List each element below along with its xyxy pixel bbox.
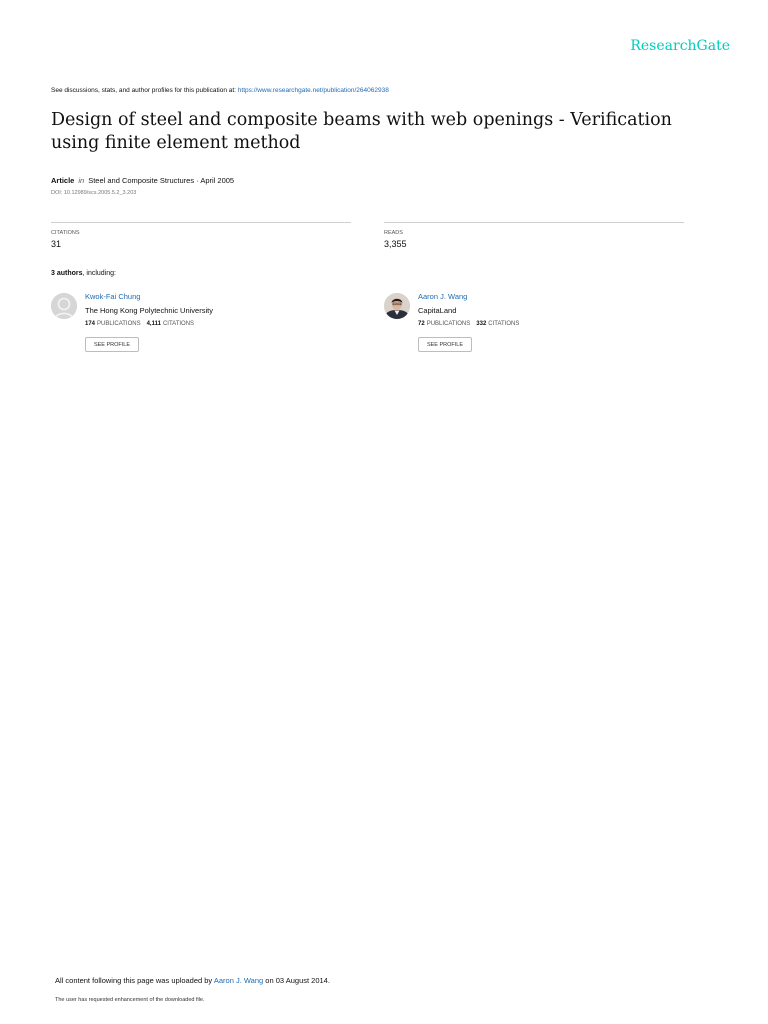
citations-count: 4,111: [146, 321, 161, 327]
publications-label: PUBLICATIONS: [426, 321, 471, 327]
profile-photo[interactable]: [384, 293, 410, 319]
publications-label: PUBLICATIONS: [97, 321, 141, 327]
publications-count: 174: [85, 321, 96, 327]
publications-count: 72: [418, 321, 425, 327]
publication-title: Design of steel and composite beams with web openings - Verification using finite element method: [51, 110, 672, 153]
author-card: [51, 292, 351, 362]
author-stats: [418, 321, 519, 327]
publication-type: Article: [51, 176, 75, 185]
author-name-link[interactable]: Kwok-Fai Chung: [85, 292, 141, 301]
journal-date[interactable]: Steel and Composite Structures · April 2005: [88, 176, 235, 185]
authors-count: 3 authors: [51, 270, 83, 277]
authors-including: , including:: [82, 270, 116, 277]
reads-divider: [384, 222, 684, 223]
publication-doi: DOI: 10.12989/scs.2005.5.2_3.203: [51, 190, 137, 196]
author-institution: CapitaLand: [418, 306, 457, 315]
citations-label: CITATIONS: [488, 321, 520, 327]
uploader-link[interactable]: Aaron J. Wang: [213, 976, 264, 985]
in-word: in: [78, 176, 85, 185]
publication-link-line: [51, 87, 711, 94]
author-stats: [85, 321, 194, 327]
see-profile-button[interactable]: SEE PROFILE: [85, 337, 139, 352]
upload-note: [55, 976, 330, 985]
authors-heading: [51, 270, 116, 277]
enhancement-request-note: The user has requested enhancement of the downloaded file.: [55, 997, 205, 1003]
author-institution: The Hong Kong Polytechnic University: [85, 306, 213, 315]
publication-url-link[interactable]: https://www.researchgate.net/publication/264062938: [237, 87, 389, 94]
publication-meta: [51, 176, 234, 185]
citations-count: 31: [51, 239, 62, 249]
citations-label: CITATIONS: [162, 321, 195, 327]
citations-divider: [51, 222, 351, 223]
citations-count: 332: [476, 321, 487, 327]
upload-prefix: All content following this page was uploaded by: [55, 976, 214, 985]
reads-label: READS: [384, 230, 403, 236]
upload-suffix: on 03 August 2014.: [263, 976, 330, 985]
researchgate-logo[interactable]: ResearchGate: [630, 38, 730, 54]
author-card: [384, 292, 684, 362]
reads-count: 3,355: [384, 239, 407, 249]
see-profile-button[interactable]: SEE PROFILE: [418, 337, 472, 352]
see-line-text: See discussions, stats, and author profiles for this publication at:: [51, 87, 238, 94]
default-person-icon[interactable]: [51, 293, 77, 319]
author-name-link[interactable]: Aaron J. Wang: [418, 292, 468, 301]
citations-label: CITATIONS: [51, 230, 80, 236]
